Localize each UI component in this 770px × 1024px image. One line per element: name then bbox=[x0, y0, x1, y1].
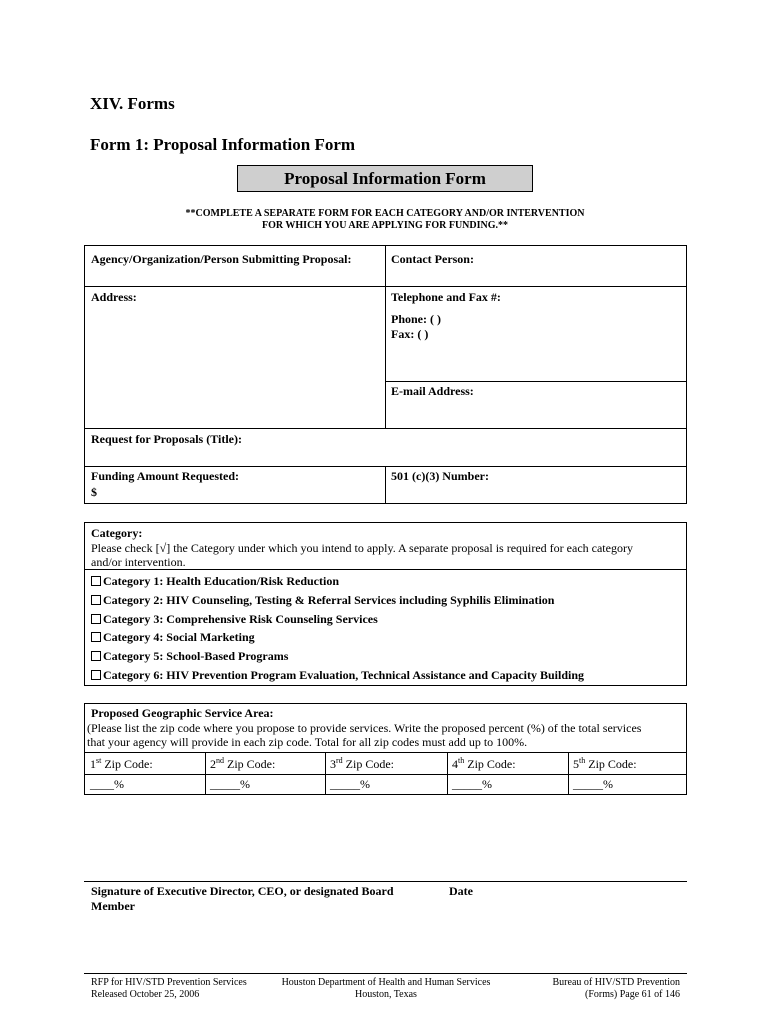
checkbox-icon[interactable] bbox=[91, 670, 101, 680]
checkbox-icon[interactable] bbox=[91, 595, 101, 605]
category-3-label: Category 3: Comprehensive Risk Counseling Services bbox=[103, 612, 378, 626]
zip-percent-2-field[interactable]: _____% bbox=[210, 777, 250, 791]
note-line-2: FOR WHICH YOU ARE APPLYING FOR FUNDING.** bbox=[261, 220, 509, 231]
zip-percent-5-field[interactable]: _____% bbox=[573, 777, 613, 791]
zip-code-5-field[interactable]: 5th Zip Code: bbox=[573, 756, 637, 771]
category-5-label: Category 5: School-Based Programs bbox=[103, 649, 289, 663]
category-1-label: Category 1: Health Education/Risk Reduction bbox=[103, 574, 340, 588]
category-2-label: Category 2: HIV Counseling, Testing & Referral Services including Syphilis Elimination bbox=[103, 593, 555, 607]
checkbox-icon[interactable] bbox=[91, 614, 101, 624]
category-1-option[interactable] bbox=[91, 574, 339, 589]
form-title: Proposal Information Form bbox=[284, 168, 486, 188]
category-3-option[interactable] bbox=[91, 612, 378, 627]
footer-center bbox=[268, 977, 504, 1001]
footer-left-2: Released October 25, 2006 bbox=[91, 989, 200, 1000]
geo-label: Proposed Geographic Service Area: bbox=[91, 706, 274, 720]
fax-field[interactable]: Fax: ( ) bbox=[391, 327, 429, 341]
501c3-number-field[interactable]: 501 (c)(3) Number: bbox=[391, 469, 489, 483]
footer-center-1: Houston Department of Health and Human Services bbox=[281, 977, 491, 988]
category-6-option[interactable] bbox=[91, 668, 584, 683]
date-label: Date bbox=[449, 884, 473, 898]
geo-instruction-1: (Please list the zip code where you propose to provide services. Write the proposed percent (%) of the total services bbox=[87, 721, 642, 735]
funding-amount-field[interactable]: Funding Amount Requested: bbox=[91, 469, 240, 483]
zip-code-4-field[interactable]: 4th Zip Code: bbox=[452, 756, 516, 771]
signature-line[interactable] bbox=[84, 881, 687, 882]
contact-person-field[interactable]: Contact Person: bbox=[391, 252, 474, 266]
info-table bbox=[84, 245, 687, 504]
geo-service-area-box bbox=[84, 703, 687, 795]
zip-code-2-field[interactable]: 2nd Zip Code: bbox=[210, 756, 276, 771]
checkbox-icon[interactable] bbox=[91, 632, 101, 642]
footer-right-2: (Forms) Page 61 of 146 bbox=[585, 989, 680, 1000]
checkbox-icon[interactable] bbox=[91, 651, 101, 661]
category-4-label: Category 4: Social Marketing bbox=[103, 630, 255, 644]
form-title-box bbox=[237, 165, 533, 192]
category-instruction-2: and/or intervention. bbox=[91, 555, 186, 569]
email-field[interactable]: E-mail Address: bbox=[391, 384, 474, 398]
zip-percent-3-field[interactable]: _____% bbox=[330, 777, 370, 791]
zip-percent-4-field[interactable]: _____% bbox=[452, 777, 492, 791]
phone-field[interactable]: Phone: ( ) bbox=[391, 312, 441, 326]
form-heading: Form 1: Proposal Information Form bbox=[90, 135, 356, 154]
telephone-fax-label: Telephone and Fax #: bbox=[391, 290, 501, 304]
instruction-note bbox=[84, 208, 686, 232]
note-line-1: **COMPLETE A SEPARATE FORM FOR EACH CATEGORY AND/OR INTERVENTION bbox=[185, 208, 585, 219]
footer-left bbox=[91, 977, 247, 1001]
category-5-option[interactable] bbox=[91, 649, 288, 664]
checkbox-icon[interactable] bbox=[91, 576, 101, 586]
zip-percent-1-field[interactable]: ____% bbox=[90, 777, 124, 791]
rfp-title-field[interactable]: Request for Proposals (Title): bbox=[91, 432, 242, 446]
category-2-option[interactable] bbox=[91, 593, 554, 608]
category-4-option[interactable] bbox=[91, 630, 255, 645]
signature-label-2: Member bbox=[91, 899, 135, 913]
signature-label-1: Signature of Executive Director, CEO, or designated Board bbox=[91, 884, 394, 898]
zip-code-3-field[interactable]: 3rd Zip Code: bbox=[330, 756, 394, 771]
section-heading: XIV. Forms bbox=[90, 94, 175, 113]
funding-dollar-sign: $ bbox=[91, 485, 97, 499]
category-6-label: Category 6: HIV Prevention Program Evaluation, Technical Assistance and Capacity Building bbox=[103, 668, 585, 682]
category-label: Category: bbox=[91, 526, 143, 540]
category-instruction-1: Please check [√] the Category under which you intend to apply. A separate proposal is required for each category bbox=[91, 541, 633, 555]
address-field[interactable]: Address: bbox=[91, 290, 137, 304]
zip-code-1-field[interactable]: 1st Zip Code: bbox=[90, 756, 153, 771]
agency-field[interactable]: Agency/Organization/Person Submitting Proposal: bbox=[91, 252, 352, 266]
footer-right bbox=[520, 977, 680, 1001]
footer-center-2: Houston, Texas bbox=[355, 989, 417, 1000]
footer-divider bbox=[84, 973, 687, 974]
footer-right-1: Bureau of HIV/STD Prevention bbox=[552, 977, 680, 988]
geo-instruction-2: that your agency will provide in each zip code. Total for all zip codes must add up to 100%. bbox=[87, 735, 528, 749]
footer-left-1: RFP for HIV/STD Prevention Services bbox=[91, 977, 247, 988]
